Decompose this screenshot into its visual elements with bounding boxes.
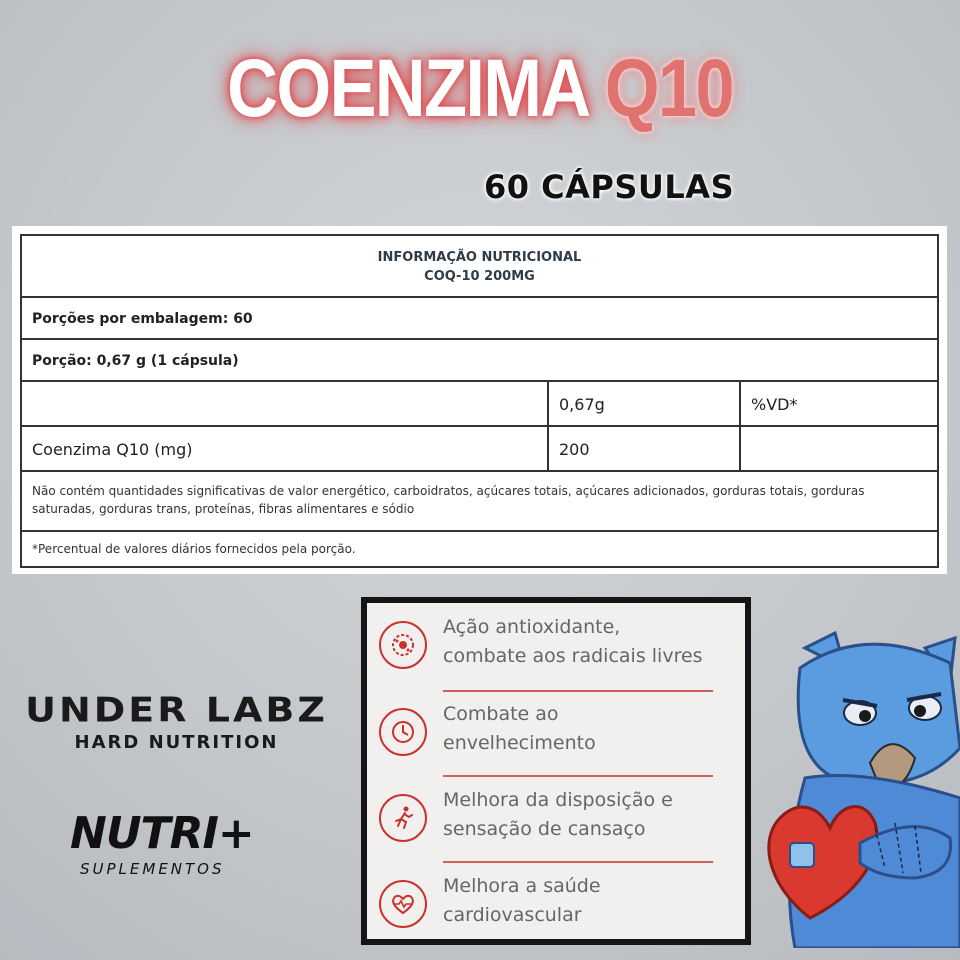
product-title xyxy=(67,43,893,134)
benefit-line1: Melhora a saúde xyxy=(443,875,601,897)
benefits-box xyxy=(361,597,751,945)
table-row xyxy=(22,427,937,472)
benefit-line1: Combate ao xyxy=(443,703,559,725)
nutrition-header xyxy=(22,236,937,298)
benefit-line2: combate aos radicais livres xyxy=(443,645,703,667)
heart-pulse-icon xyxy=(379,880,427,928)
benefit-item xyxy=(367,690,745,770)
nutrition-table xyxy=(20,234,939,568)
benefit-line2: cardiovascular xyxy=(443,904,582,926)
nutrient-dv xyxy=(741,427,937,470)
under-labz-name: UNDER LABZ xyxy=(25,690,328,730)
benefit-line2: envelhecimento xyxy=(443,732,596,754)
nutri-plus-name: NUTRI+ xyxy=(70,808,254,859)
nutrition-panel xyxy=(12,226,947,574)
nutrition-title: INFORMAÇÃO NUTRICIONAL xyxy=(377,250,582,265)
capsule-count: 60 CÁPSULAS xyxy=(484,168,735,206)
title-accent: Q10 xyxy=(604,43,733,134)
servings-row: Porções por embalagem: 60 xyxy=(22,298,937,340)
nutri-plus-logo xyxy=(70,808,290,878)
benefit-item xyxy=(367,776,745,856)
running-person-icon xyxy=(379,794,427,842)
nutri-plus-tagline: SUPLEMENTOS xyxy=(80,860,225,878)
bear-mascot-illustration xyxy=(765,628,960,948)
column-header-row xyxy=(22,382,937,427)
amount-header: 0,67g xyxy=(549,382,741,425)
under-labz-tagline: HARD NUTRITION xyxy=(74,732,279,753)
benefit-item xyxy=(367,862,745,942)
nutrition-footnote: *Percentual de valores diários fornecidos pela porção. xyxy=(32,542,356,556)
benefit-line1: Ação antioxidante, xyxy=(443,616,621,638)
title-main: COENZIMA xyxy=(227,43,587,134)
benefit-line1: Melhora da disposição e xyxy=(443,789,673,811)
nutrition-note: Não contém quantidades significativas de valor energético, carboidratos, açúcares totais, açúcares adicionados, gorduras totais, gorduras saturadas, gorduras trans, proteínas, fibras alimentares e sódio xyxy=(22,472,937,532)
dv-header: %VD* xyxy=(751,395,798,414)
serving-size-row: Porção: 0,67 g (1 cápsula) xyxy=(22,340,937,382)
nutrition-product: COQ-10 200MG xyxy=(424,269,535,284)
nutrient-amount: 200 xyxy=(549,427,741,470)
benefit-item xyxy=(367,603,745,683)
empty-header-cell xyxy=(22,382,549,425)
benefit-line2: sensação de cansaço xyxy=(443,818,646,840)
clock-icon xyxy=(379,708,427,756)
under-labz-logo xyxy=(24,690,329,753)
antioxidant-icon xyxy=(379,621,427,669)
nutrient-name: Coenzima Q10 (mg) xyxy=(22,427,549,470)
